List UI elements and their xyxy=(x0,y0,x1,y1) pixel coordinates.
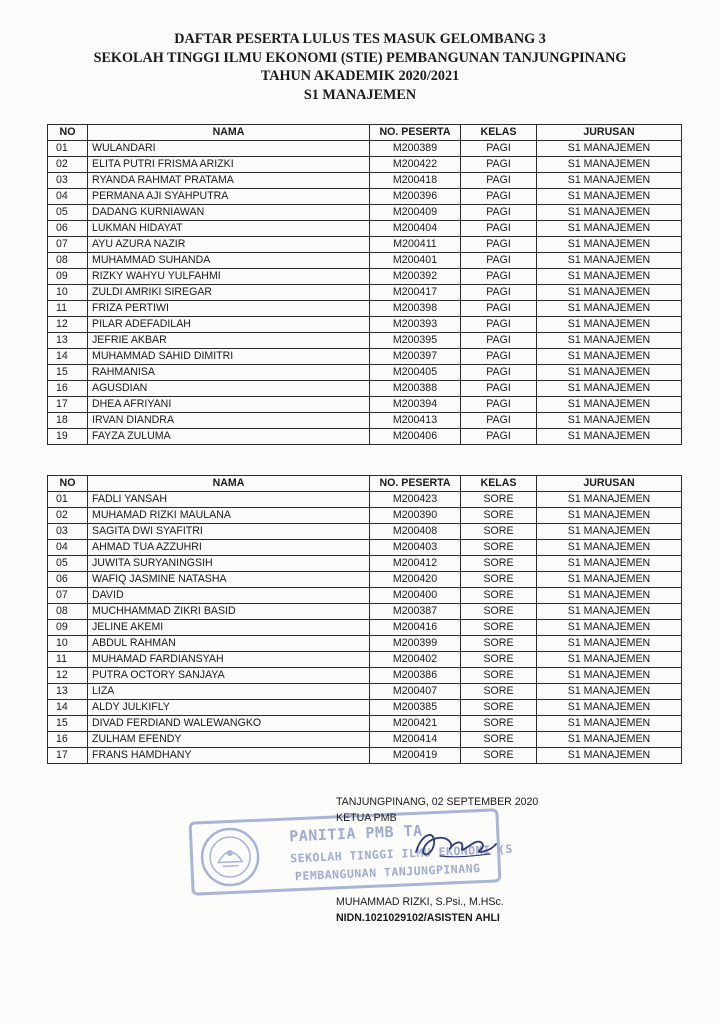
cell-no: 14 xyxy=(48,700,88,716)
cell-nama: MUHAMAD RIZKI MAULANA xyxy=(88,508,370,524)
cell-jurusan: S1 MANAJEMEN xyxy=(537,748,682,764)
cell-no-peserta: M200409 xyxy=(370,205,461,221)
cell-no: 11 xyxy=(48,652,88,668)
table-row xyxy=(48,269,682,285)
cell-no: 13 xyxy=(48,684,88,700)
cell-kelas: PAGI xyxy=(461,269,537,285)
cell-nama: DADANG KURNIAWAN xyxy=(88,205,370,221)
cell-nama: RYANDA RAHMAT PRATAMA xyxy=(88,173,370,189)
cell-no-peserta: M200406 xyxy=(370,429,461,445)
cell-nama: PILAR ADEFADILAH xyxy=(88,317,370,333)
cell-jurusan: S1 MANAJEMEN xyxy=(537,540,682,556)
cell-no-peserta: M200397 xyxy=(370,349,461,365)
cell-jurusan: S1 MANAJEMEN xyxy=(537,732,682,748)
cell-kelas: PAGI xyxy=(461,349,537,365)
cell-kelas: SORE xyxy=(461,668,537,684)
cell-jurusan: S1 MANAJEMEN xyxy=(537,636,682,652)
cell-nama: RIZKY WAHYU YULFAHMI xyxy=(88,269,370,285)
cell-jurusan: S1 MANAJEMEN xyxy=(537,700,682,716)
cell-nama: AYU AZURA NAZIR xyxy=(88,237,370,253)
cell-kelas: SORE xyxy=(461,620,537,636)
table-row xyxy=(48,317,682,333)
cell-no: 10 xyxy=(48,636,88,652)
cell-no-peserta: M200423 xyxy=(370,492,461,508)
table-row xyxy=(48,492,682,508)
cell-no-peserta: M200387 xyxy=(370,604,461,620)
cell-no-peserta: M200388 xyxy=(370,381,461,397)
cell-nama: AGUSDIAN xyxy=(88,381,370,397)
cell-no: 14 xyxy=(48,349,88,365)
cell-no: 09 xyxy=(48,620,88,636)
cell-jurusan: S1 MANAJEMEN xyxy=(537,716,682,732)
roster-table-sore xyxy=(47,475,682,764)
column-header-nama: NAMA xyxy=(88,476,370,492)
cell-jurusan: S1 MANAJEMEN xyxy=(537,285,682,301)
table-row xyxy=(48,556,682,572)
cell-no: 02 xyxy=(48,508,88,524)
cell-kelas: SORE xyxy=(461,524,537,540)
column-header-no-peserta: NO. PESERTA xyxy=(370,125,461,141)
cell-nama: MUHAMMAD SAHID DIMITRI xyxy=(88,349,370,365)
cell-jurusan: S1 MANAJEMEN xyxy=(537,157,682,173)
table-row xyxy=(48,205,682,221)
place-date: TANJUNGPINANG, 02 SEPTEMBER 2020 xyxy=(336,796,539,808)
table-row xyxy=(48,572,682,588)
cell-jurusan: S1 MANAJEMEN xyxy=(537,381,682,397)
cell-no-peserta: M200390 xyxy=(370,508,461,524)
cell-no-peserta: M200394 xyxy=(370,397,461,413)
column-header-nama: NAMA xyxy=(88,125,370,141)
cell-jurusan: S1 MANAJEMEN xyxy=(537,588,682,604)
column-header-no: NO xyxy=(48,125,88,141)
cell-no-peserta: M200401 xyxy=(370,253,461,269)
cell-no-peserta: M200403 xyxy=(370,540,461,556)
cell-no: 13 xyxy=(48,333,88,349)
cell-no: 16 xyxy=(48,381,88,397)
table-row xyxy=(48,732,682,748)
table-row xyxy=(48,604,682,620)
cell-kelas: PAGI xyxy=(461,173,537,189)
table-row xyxy=(48,253,682,269)
cell-kelas: PAGI xyxy=(461,221,537,237)
signer-role: KETUA PMB xyxy=(336,812,397,824)
cell-kelas: PAGI xyxy=(461,157,537,173)
signer-name: MUHAMMAD RIZKI, S.Psi., M.HSc. xyxy=(336,896,504,908)
cell-no: 03 xyxy=(48,173,88,189)
cell-nama: PUTRA OCTORY SANJAYA xyxy=(88,668,370,684)
cell-no-peserta: M200422 xyxy=(370,157,461,173)
cell-no: 15 xyxy=(48,716,88,732)
cell-jurusan: S1 MANAJEMEN xyxy=(537,668,682,684)
cell-jurusan: S1 MANAJEMEN xyxy=(537,221,682,237)
cell-no: 04 xyxy=(48,189,88,205)
cell-nama: MUHAMMAD SUHANDA xyxy=(88,253,370,269)
header-institution: SEKOLAH TINGGI ILMU EKONOMI (STIE) PEMBANGUNAN TANJUNGPINANG xyxy=(93,49,627,66)
cell-jurusan: S1 MANAJEMEN xyxy=(537,524,682,540)
cell-no: 06 xyxy=(48,221,88,237)
table-row xyxy=(48,429,682,445)
cell-jurusan: S1 MANAJEMEN xyxy=(537,652,682,668)
cell-no-peserta: M200385 xyxy=(370,700,461,716)
cell-no-peserta: M200420 xyxy=(370,572,461,588)
cell-nama: ALDY JULKIFLY xyxy=(88,700,370,716)
cell-kelas: PAGI xyxy=(461,397,537,413)
table-row xyxy=(48,221,682,237)
table-row xyxy=(48,684,682,700)
table-header-row xyxy=(48,125,682,141)
cell-jurusan: S1 MANAJEMEN xyxy=(537,253,682,269)
cell-jurusan: S1 MANAJEMEN xyxy=(537,397,682,413)
cell-no: 08 xyxy=(48,253,88,269)
cell-kelas: PAGI xyxy=(461,189,537,205)
cell-no-peserta: M200418 xyxy=(370,173,461,189)
cell-jurusan: S1 MANAJEMEN xyxy=(537,365,682,381)
cell-no: 07 xyxy=(48,237,88,253)
cell-nama: IRVAN DIANDRA xyxy=(88,413,370,429)
cell-kelas: PAGI xyxy=(461,237,537,253)
table-row xyxy=(48,397,682,413)
cell-kelas: SORE xyxy=(461,572,537,588)
cell-no: 11 xyxy=(48,301,88,317)
cell-no: 03 xyxy=(48,524,88,540)
signer-nidn: NIDN.1021029102/ASISTEN AHLI xyxy=(336,912,500,924)
cell-nama: RAHMANISA xyxy=(88,365,370,381)
cell-kelas: SORE xyxy=(461,588,537,604)
cell-kelas: PAGI xyxy=(461,285,537,301)
cell-no-peserta: M200398 xyxy=(370,301,461,317)
cell-no-peserta: M200419 xyxy=(370,748,461,764)
cell-nama: LUKMAN HIDAYAT xyxy=(88,221,370,237)
cell-no: 05 xyxy=(48,556,88,572)
table-row xyxy=(48,333,682,349)
cell-jurusan: S1 MANAJEMEN xyxy=(537,556,682,572)
cell-jurusan: S1 MANAJEMEN xyxy=(537,684,682,700)
seal-emblem-icon xyxy=(197,825,264,890)
cell-kelas: PAGI xyxy=(461,365,537,381)
cell-kelas: SORE xyxy=(461,748,537,764)
table-row xyxy=(48,349,682,365)
cell-nama: MUCHHAMMAD ZIKRI BASID xyxy=(88,604,370,620)
cell-nama: JELINE AKEMI xyxy=(88,620,370,636)
cell-no-peserta: M200393 xyxy=(370,317,461,333)
cell-nama: DHEA AFRIYANI xyxy=(88,397,370,413)
table-row xyxy=(48,285,682,301)
cell-nama: AHMAD TUA AZZUHRI xyxy=(88,540,370,556)
table-header-row xyxy=(48,476,682,492)
cell-no: 10 xyxy=(48,285,88,301)
cell-jurusan: S1 MANAJEMEN xyxy=(537,173,682,189)
cell-kelas: PAGI xyxy=(461,317,537,333)
table-row xyxy=(48,237,682,253)
cell-nama: ZULDI AMRIKI SIREGAR xyxy=(88,285,370,301)
cell-no: 12 xyxy=(48,668,88,684)
cell-kelas: SORE xyxy=(461,636,537,652)
cell-no-peserta: M200389 xyxy=(370,141,461,157)
cell-no-peserta: M200395 xyxy=(370,333,461,349)
cell-no-peserta: M200402 xyxy=(370,652,461,668)
roster-table-pagi xyxy=(47,124,682,445)
cell-jurusan: S1 MANAJEMEN xyxy=(537,429,682,445)
table-row xyxy=(48,189,682,205)
cell-jurusan: S1 MANAJEMEN xyxy=(537,317,682,333)
cell-kelas: PAGI xyxy=(461,205,537,221)
handwritten-signature xyxy=(410,822,500,866)
table-row xyxy=(48,301,682,317)
cell-no: 15 xyxy=(48,365,88,381)
table-row xyxy=(48,365,682,381)
column-header-no-peserta: NO. PESERTA xyxy=(370,476,461,492)
cell-jurusan: S1 MANAJEMEN xyxy=(537,604,682,620)
table-row xyxy=(48,381,682,397)
cell-jurusan: S1 MANAJEMEN xyxy=(537,205,682,221)
cell-kelas: SORE xyxy=(461,508,537,524)
cell-jurusan: S1 MANAJEMEN xyxy=(537,301,682,317)
cell-nama: WULANDARI xyxy=(88,141,370,157)
cell-kelas: SORE xyxy=(461,700,537,716)
cell-no: 01 xyxy=(48,141,88,157)
cell-no-peserta: M200399 xyxy=(370,636,461,652)
table-row xyxy=(48,748,682,764)
cell-kelas: PAGI xyxy=(461,333,537,349)
cell-jurusan: S1 MANAJEMEN xyxy=(537,349,682,365)
cell-nama: JEFRIE AKBAR xyxy=(88,333,370,349)
cell-no-peserta: M200416 xyxy=(370,620,461,636)
cell-nama: DIVAD FERDIAND WALEWANGKO xyxy=(88,716,370,732)
cell-nama: ELITA PUTRI FRISMA ARIZKI xyxy=(88,157,370,173)
table-row xyxy=(48,173,682,189)
cell-no-peserta: M200386 xyxy=(370,668,461,684)
table-row xyxy=(48,588,682,604)
table-row xyxy=(48,716,682,732)
cell-no-peserta: M200392 xyxy=(370,269,461,285)
cell-no-peserta: M200404 xyxy=(370,221,461,237)
cell-no: 17 xyxy=(48,748,88,764)
table-row xyxy=(48,700,682,716)
cell-nama: SAGITA DWI SYAFITRI xyxy=(88,524,370,540)
document-header xyxy=(0,30,720,104)
table-body xyxy=(48,492,682,764)
cell-no-peserta: M200411 xyxy=(370,237,461,253)
cell-no-peserta: M200408 xyxy=(370,524,461,540)
cell-kelas: PAGI xyxy=(461,141,537,157)
cell-no-peserta: M200405 xyxy=(370,365,461,381)
cell-no-peserta: M200412 xyxy=(370,556,461,572)
cell-jurusan: S1 MANAJEMEN xyxy=(537,413,682,429)
cell-nama: DAVID xyxy=(88,588,370,604)
cell-jurusan: S1 MANAJEMEN xyxy=(537,333,682,349)
table-row xyxy=(48,524,682,540)
cell-nama: FADLI YANSAH xyxy=(88,492,370,508)
cell-jurusan: S1 MANAJEMEN xyxy=(537,492,682,508)
cell-no: 01 xyxy=(48,492,88,508)
cell-jurusan: S1 MANAJEMEN xyxy=(537,620,682,636)
cell-no-peserta: M200396 xyxy=(370,189,461,205)
cell-kelas: SORE xyxy=(461,540,537,556)
cell-kelas: PAGI xyxy=(461,253,537,269)
cell-no: 02 xyxy=(48,157,88,173)
cell-jurusan: S1 MANAJEMEN xyxy=(537,572,682,588)
cell-jurusan: S1 MANAJEMEN xyxy=(537,189,682,205)
cell-kelas: PAGI xyxy=(461,381,537,397)
stamp-line-institution: SEKOLAH TINGGI ILMU EKONOMI (S xyxy=(289,841,514,866)
table-row xyxy=(48,668,682,684)
cell-no: 08 xyxy=(48,604,88,620)
table-row xyxy=(48,141,682,157)
table-row xyxy=(48,157,682,173)
cell-nama: ZULHAM EFENDY xyxy=(88,732,370,748)
cell-nama: FRIZA PERTIWI xyxy=(88,301,370,317)
table-row xyxy=(48,508,682,524)
table-row xyxy=(48,413,682,429)
cell-no-peserta: M200417 xyxy=(370,285,461,301)
cell-no: 16 xyxy=(48,732,88,748)
stamp-line-city: PEMBANGUNAN TANJUNGPINANG xyxy=(294,861,481,884)
cell-no-peserta: M200407 xyxy=(370,684,461,700)
table-row xyxy=(48,636,682,652)
table-row xyxy=(48,652,682,668)
header-title: DAFTAR PESERTA LULUS TES MASUK GELOMBANG 3 xyxy=(174,31,546,47)
cell-nama: PERMANA AJI SYAHPUTRA xyxy=(88,189,370,205)
cell-jurusan: S1 MANAJEMEN xyxy=(537,141,682,157)
cell-kelas: PAGI xyxy=(461,413,537,429)
cell-kelas: SORE xyxy=(461,604,537,620)
header-academic-year: TAHUN AKADEMIK 2020/2021 xyxy=(260,68,460,84)
cell-no: 12 xyxy=(48,317,88,333)
cell-nama: FAYZA ZULUMA xyxy=(88,429,370,445)
cell-kelas: PAGI xyxy=(461,429,537,445)
cell-kelas: SORE xyxy=(461,652,537,668)
cell-no: 04 xyxy=(48,540,88,556)
cell-no: 05 xyxy=(48,205,88,221)
cell-kelas: SORE xyxy=(461,732,537,748)
cell-no: 07 xyxy=(48,588,88,604)
cell-nama: LIZA xyxy=(88,684,370,700)
cell-no: 06 xyxy=(48,572,88,588)
table-row xyxy=(48,620,682,636)
cell-nama: WAFIQ JASMINE NATASHA xyxy=(88,572,370,588)
cell-no: 18 xyxy=(48,413,88,429)
cell-jurusan: S1 MANAJEMEN xyxy=(537,508,682,524)
cell-no: 09 xyxy=(48,269,88,285)
table-row xyxy=(48,540,682,556)
cell-kelas: SORE xyxy=(461,716,537,732)
stamp-line-committee: PANITIA PMB TA xyxy=(288,821,423,846)
cell-jurusan: S1 MANAJEMEN xyxy=(537,269,682,285)
cell-kelas: SORE xyxy=(461,492,537,508)
cell-nama: MUHAMAD FARDIANSYAH xyxy=(88,652,370,668)
cell-no-peserta: M200414 xyxy=(370,732,461,748)
table-body xyxy=(48,141,682,445)
column-header-jurusan: JURUSAN xyxy=(537,125,682,141)
cell-no: 19 xyxy=(48,429,88,445)
column-header-kelas: KELAS xyxy=(461,125,537,141)
cell-nama: JUWITA SURYANINGSIH xyxy=(88,556,370,572)
cell-no-peserta: M200421 xyxy=(370,716,461,732)
column-header-jurusan: JURUSAN xyxy=(537,476,682,492)
cell-no: 17 xyxy=(48,397,88,413)
cell-no-peserta: M200413 xyxy=(370,413,461,429)
header-program: S1 MANAJEMEN xyxy=(303,86,417,103)
cell-nama: ABDUL RAHMAN xyxy=(88,636,370,652)
cell-kelas: SORE xyxy=(461,684,537,700)
column-header-kelas: KELAS xyxy=(461,476,537,492)
cell-no-peserta: M200400 xyxy=(370,588,461,604)
cell-kelas: PAGI xyxy=(461,301,537,317)
cell-jurusan: S1 MANAJEMEN xyxy=(537,237,682,253)
cell-kelas: SORE xyxy=(461,556,537,572)
cell-nama: FRANS HAMDHANY xyxy=(88,748,370,764)
column-header-no: NO xyxy=(48,476,88,492)
